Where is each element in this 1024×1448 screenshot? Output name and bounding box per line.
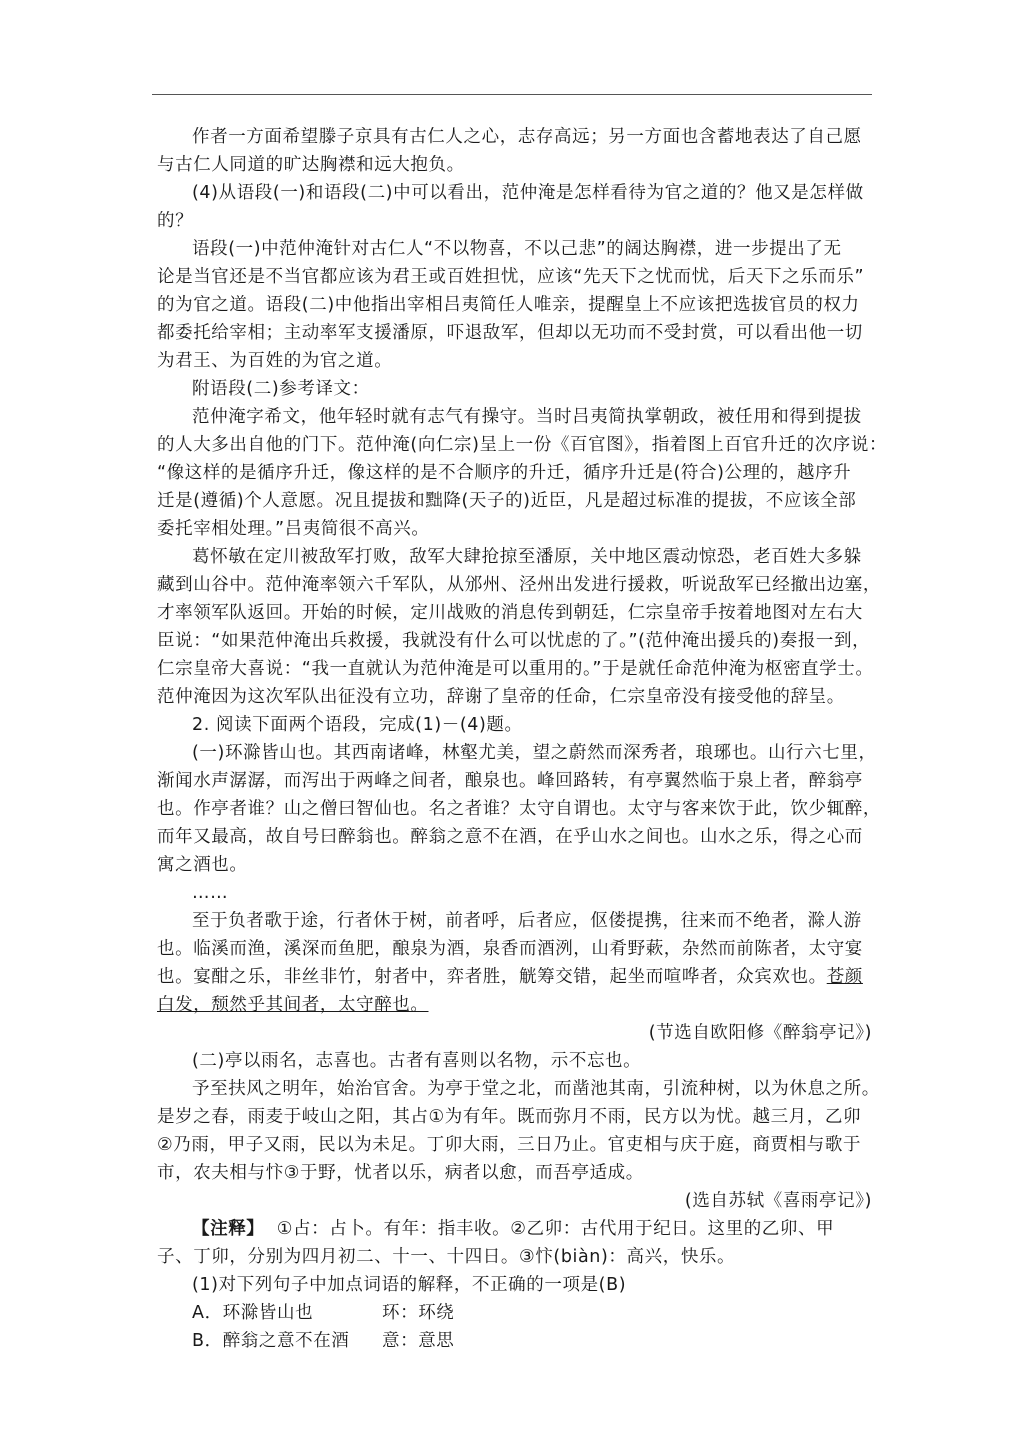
text-line: 至于负者歌于途，行者休于树，前者呼，后者应，伛偻提携，往来而不绝者，滁人游 xyxy=(192,911,862,931)
paragraphs-part-2 xyxy=(157,1047,880,1187)
text-line: (一)环滁皆山也。其西南诸峰，林壑尤美，望之蔚然而深秀者，琅琊也。山行六七里， xyxy=(192,743,877,763)
annotation-label: 【注释】 xyxy=(192,1219,265,1239)
text-line: (4)从语段(一)和语段(二)中可以看出，范仲淹是怎样看待为官之道的？他又是怎样做 xyxy=(192,183,864,203)
document-body xyxy=(157,123,888,1355)
text-line: 藏到山谷中。范仲淹率领六千军队，从邠州、泾州出发进行援救，听说敌军已经撤出边塞， xyxy=(157,575,881,595)
text-line: 与古仁人同道的旷达胸襟和远大抱负。 xyxy=(157,155,465,175)
text-line: 附语段(二)参考译文： xyxy=(192,379,370,399)
source-citation: (选自苏轼《喜雨亭记》) xyxy=(684,1191,872,1211)
underlined-text: 白发，颓然乎其间者，太守醉也。 xyxy=(157,995,429,1015)
text-line: 语段(一)中范仲淹针对古仁人“不以物喜，不以己悲”的阔达胸襟，进一步提出了无 xyxy=(192,239,842,259)
choice-a: A．环滁皆山也 环：环绕 xyxy=(192,1303,455,1323)
annotation-line: 【注释】 ①占：占卜。有年：指丰收。②乙卯：古代用于纪日。这里的乙卯、甲 xyxy=(192,1219,835,1239)
text-line: 而年又最高，故自号曰醉翁也。醉翁之意不在酒，在乎山水之间也。山水之乐，得之心而 xyxy=(157,827,863,847)
text-line: 臣说：“如果范仲淹出兵救援，我就没有什么可以忧虑的了。”(范仲淹出援兵的)奏报一到， xyxy=(157,631,871,651)
text-line: 市，农夫相与忭③于野，忧者以乐，病者以愈，而吾亭适成。 xyxy=(157,1163,644,1183)
text-line: 范仲淹字希文，他年轻时就有志气有操守。当时吕夷简执掌朝政，被任用和得到提拔 xyxy=(192,407,862,427)
choice-b: B．醉翁之意不在酒 意：意思 xyxy=(192,1331,455,1351)
text-line: (二)亭以雨名，志喜也。古者有喜则以名物，示不忘也。 xyxy=(192,1051,642,1071)
text-line: 都委托给宰相；主动率军支援潘原，吓退敌军，但却以无功而不受封赏，可以看出他一切 xyxy=(157,323,863,343)
text-line: “像这样的是循序升迁，像这样的是不合顺序的升迁，循序升迁是(符合)公理的，越序升 xyxy=(157,463,852,483)
text-line: 范仲淹因为这次军队出征没有立功，辞谢了皇帝的任命，仁宗皇帝没有接受他的辞呈。 xyxy=(157,687,845,707)
text-line: 迁是(遵循)个人意愿。况且提拔和黜降(天子的)近臣，凡是超过标准的提拔，不应该全部 xyxy=(157,491,857,511)
text-line: 作者一方面希望滕子京具有古仁人之心，志存高远；另一方面也含蓄地表达了自己愿 xyxy=(192,127,862,147)
text-line: …… xyxy=(192,883,229,903)
text-line: 2. 阅读下面两个语段，完成(1)－(4)题。 xyxy=(192,715,523,735)
text-line: 的为官之道。语段(二)中他指出宰相吕夷简任人唯亲，提醒皇上不应该把选拔官员的权力 xyxy=(157,295,860,315)
text-line: 委托宰相处理。”吕夷简很不高兴。 xyxy=(157,519,430,539)
paragraphs-part-1 xyxy=(157,123,888,963)
text-line: 渐闻水声潺潺，而泻出于两峰之间者，酿泉也。峰回路转，有亭翼然临于泉上者，醉翁亭 xyxy=(157,771,863,791)
text-line: 论是当官还是不当官都应该为君王或百姓担忧，应该“先天下之忧而忧，后天下之乐而乐” xyxy=(157,267,865,287)
text-line: 才率领军队返回。开始的时候，定川战败的消息传到朝廷，仁宗皇帝手按着地图对左右大 xyxy=(157,603,863,623)
text-line: 为君王、为百姓的为官之道。 xyxy=(157,351,393,371)
question-text: (1)对下列句子中加点词语的解释，不正确的一项是(B) xyxy=(192,1275,627,1295)
text-line xyxy=(157,991,872,1019)
text-line: 葛怀敏在定川被敌军打败，敌军大肆抢掠至潘原，关中地区震动惊恐，老百姓大多躲 xyxy=(192,547,862,567)
text-line: 的？ xyxy=(157,211,194,231)
text-line: 也。作亭者谁？山之僧曰智仙也。名之者谁？太守自谓也。太守与客来饮于此，饮少辄醉， xyxy=(157,799,881,819)
text-line: ②乃雨，甲子又雨，民以为未足。丁卯大雨，三日乃止。官吏相与庆于庭，商贾相与歌于 xyxy=(157,1135,862,1155)
header-rule xyxy=(152,94,872,95)
text-line: 仁宗皇帝大喜说：“我一直就认为范仲淹是可以重用的。”于是就任命范仲淹为枢密直学士。 xyxy=(157,659,874,679)
text-line: 寓之酒也。 xyxy=(157,855,248,875)
source-citation: (节选自欧阳修《醉翁亭记》) xyxy=(648,1023,872,1043)
text-line: 是岁之春，雨麦于岐山之阳，其占①为有年。既而弥月不雨，民方以为忧。越三月，乙卯 xyxy=(157,1107,862,1127)
annotation-line: 子、丁卯，分别为四月初二、十一、十四日。③忭(biàn)：高兴，快乐。 xyxy=(157,1247,736,1267)
text-line: 也。宴酣之乐，非丝非竹，射者中，弈者胜，觥筹交错，起坐而喧哗者，众宾欢也。苍颜 xyxy=(157,967,863,987)
text-line: 的人大多出自他的门下。范仲淹(向仁宗)呈上一份《百官图》，指着图上百官升迁的次序说： xyxy=(157,435,888,455)
underlined-text: 苍颜 xyxy=(826,967,863,987)
text-line: 予至扶风之明年，始治官舍。为亭于堂之北，而凿池其南，引流种树，以为休息之所。 xyxy=(192,1079,880,1099)
text-line: 也。临溪而渔，溪深而鱼肥，酿泉为酒，泉香而酒洌，山肴野蔌，杂然而前陈者，太守宴 xyxy=(157,939,863,959)
